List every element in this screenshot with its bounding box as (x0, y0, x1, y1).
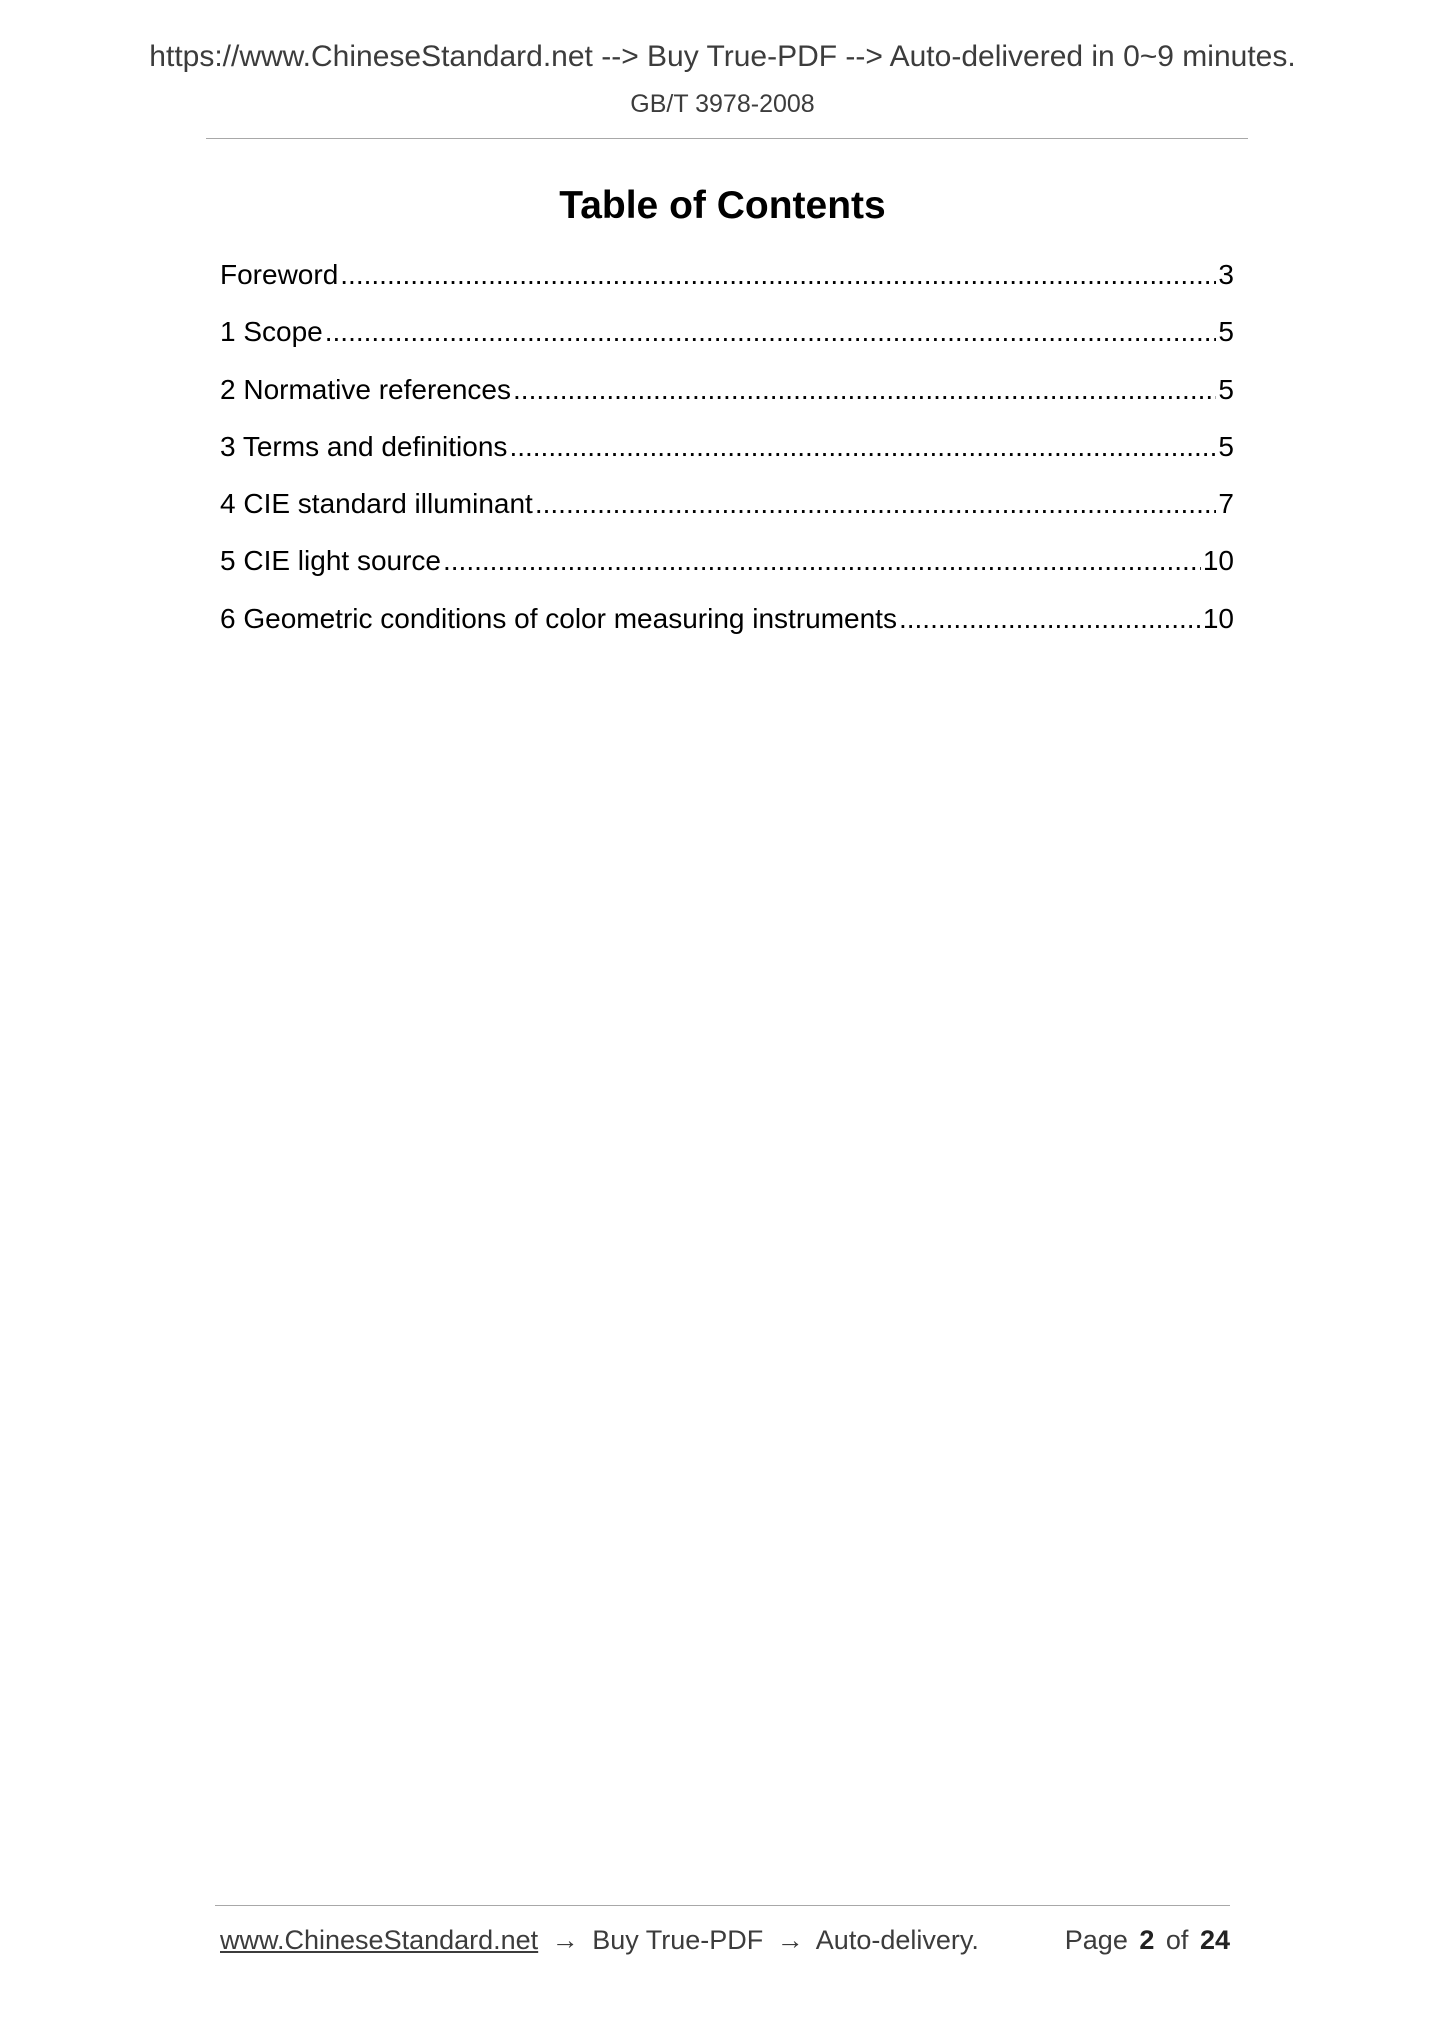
toc-dot-leader (513, 373, 1216, 407)
toc-dot-leader (899, 602, 1201, 636)
toc-entry-cie-light-source[interactable] (220, 544, 1234, 601)
toc-entry-normative-references[interactable] (220, 373, 1234, 430)
toc-dot-leader (535, 487, 1217, 521)
footer-divider (215, 1905, 1230, 1906)
footer-site-link[interactable]: www.ChineseStandard.net (220, 1925, 539, 1955)
arrow-right-icon: → (551, 1925, 579, 1955)
arrow-right-icon: → (776, 1925, 804, 1955)
header-divider (206, 138, 1248, 139)
footer-delivery-text: Auto-delivery. (815, 1925, 979, 1955)
page-footer (220, 1925, 1230, 1956)
toc-entry-page: 5 (1218, 373, 1234, 405)
toc-dot-leader (443, 544, 1201, 578)
toc-entry-label: 4 CIE standard illuminant (220, 488, 533, 520)
toc-title: Table of Contents (559, 184, 886, 227)
toc-entry-page: 5 (1218, 430, 1234, 462)
toc-entry-page: 3 (1218, 259, 1234, 290)
footer-buy-text: Buy True-PDF (592, 1925, 764, 1955)
current-page-number: 2 (1139, 1925, 1155, 1955)
toc-entry-cie-standard-illuminant[interactable] (220, 487, 1234, 544)
toc-entry-page: 5 (1218, 316, 1234, 348)
toc-entry-label: Foreword (220, 259, 339, 290)
toc-entry-page: 10 (1202, 602, 1234, 634)
page-indicator (1061, 1925, 1230, 1956)
of-word: of (1165, 1925, 1189, 1955)
document-code: GB/T 3978-2008 (630, 90, 815, 118)
toc-entry-geometric-conditions[interactable] (220, 602, 1234, 659)
toc-entry-label: 6 Geometric conditions of color measuring instruments (220, 602, 897, 634)
toc-entry-label: 2 Normative references (220, 373, 512, 405)
total-page-count: 24 (1199, 1925, 1230, 1955)
toc-entry-terms-definitions[interactable] (220, 430, 1234, 487)
toc-dot-leader (340, 258, 1216, 292)
page-word: Page (1064, 1925, 1128, 1955)
toc-list (220, 258, 1234, 659)
toc-dot-leader (509, 430, 1216, 464)
toc-entry-page: 7 (1218, 488, 1234, 520)
toc-entry-label: 3 Terms and definitions (220, 430, 508, 462)
toc-dot-leader (325, 315, 1217, 349)
toc-entry-scope[interactable] (220, 315, 1234, 372)
toc-entry-label: 5 CIE light source (220, 545, 441, 577)
toc-entry-foreword[interactable] (220, 258, 1234, 315)
top-banner: https://www.ChineseStandard.net --> Buy True-PDF --> Auto-delivered in 0~9 minutes. (149, 40, 1296, 73)
toc-entry-page: 10 (1202, 545, 1234, 577)
toc-entry-label: 1 Scope (220, 316, 323, 348)
footer-promo (220, 1925, 979, 1956)
